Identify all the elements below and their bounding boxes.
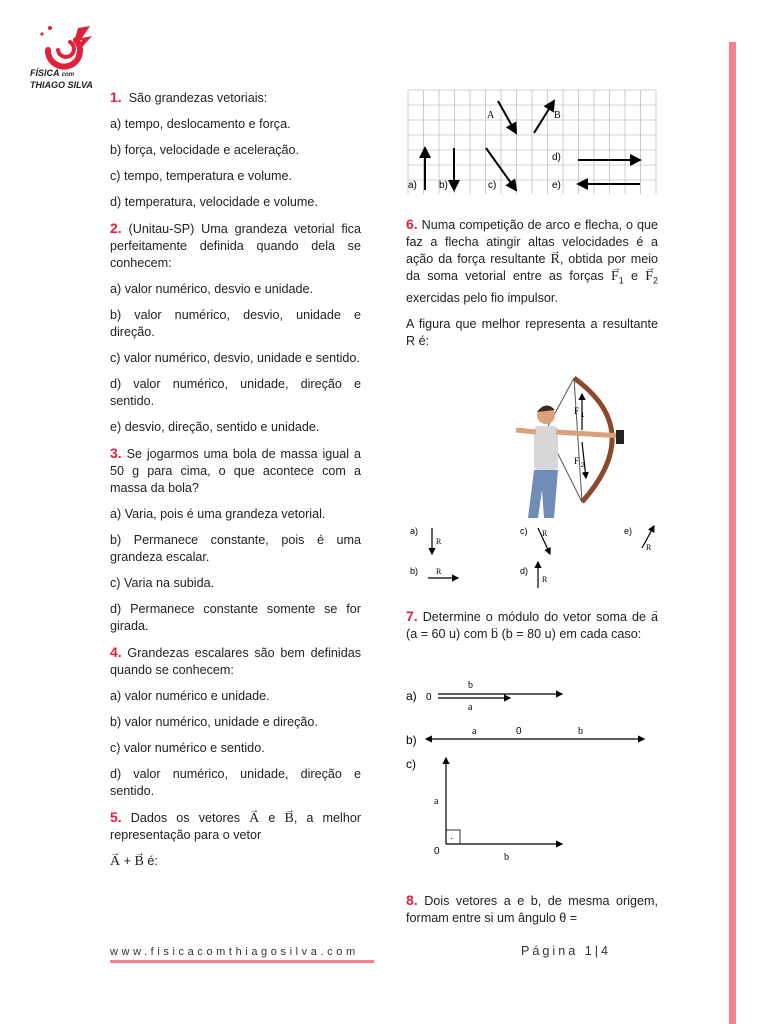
q7-c-origin: 0	[434, 846, 440, 857]
bow-shape	[574, 378, 612, 502]
q2-option: a) valor numérico, desvio e unidade.	[110, 282, 314, 296]
q7-right-angle-dot: ·	[450, 833, 454, 844]
q1-stem: 1. São grandezas vetoriais:	[110, 89, 268, 105]
q7-vectors-figure	[406, 672, 658, 868]
q4-stem: 4. Grandezas escalares são bem definidas quando se conhecem:	[110, 644, 361, 677]
brand-line2: THIAGO SILVA	[30, 80, 93, 90]
page-number: Página 1|4	[521, 944, 611, 958]
q5-vector-grid-figure	[406, 88, 658, 196]
option-d-label: d)	[552, 152, 561, 163]
q7-option-b-label: b)	[406, 733, 417, 747]
q7-stem: 7. Determine o módulo do vetor soma de → a (a = 60 u) com → b (b = 80 u) em cada caso:	[406, 608, 658, 643]
option-e-r: R	[646, 543, 652, 552]
bowstring	[574, 378, 582, 502]
q4-option: c) valor numérico e sentido.	[110, 741, 265, 755]
f2-arrow	[582, 442, 586, 478]
option-a-r: R	[436, 537, 442, 546]
q7-b-origin: 0	[516, 726, 522, 737]
q3-stem: 3. Se jogarmos uma bola de massa igual a 50 g para cima, o que acontece com a massa da bola?	[110, 445, 361, 495]
f1-sub: 1	[581, 413, 585, 419]
q3-option: b) Permanece constante, pois é uma grandeza escalar.	[110, 533, 361, 564]
q2-option: b) valor numérico, desvio, unidade e direção.	[110, 308, 361, 339]
vector-a-label: A	[487, 110, 495, 121]
option-e-label: e)	[624, 526, 633, 536]
option-b-label: b)	[410, 566, 419, 576]
vector-b-arrow	[534, 101, 554, 133]
brand-line1: FÍSICA	[30, 68, 60, 78]
option-a-label: a)	[408, 180, 417, 191]
q2-option: d) valor numérico, unidade, direção e sentido.	[110, 377, 361, 408]
f2-label: F	[574, 456, 580, 466]
vector-b-label: B	[554, 110, 561, 121]
q1-option: c) tempo, temperatura e volume.	[110, 169, 292, 183]
option-c-label: c)	[520, 526, 528, 536]
q6-stem: 6. Numa competição de arco e flecha, o que faz a flecha atingir altas velocidades é a ação da força resultante → R, obtida por meio da soma vetorial entre as forças → $F_1$ $e \to F_2$ exercidas pelo fio impulsor.	[406, 216, 658, 307]
q1-option: b) força, velocidade e aceleração.	[110, 143, 300, 157]
option-d-label: d)	[520, 566, 529, 576]
q8-text	[406, 892, 658, 936]
footer-site: www.fisicacomthiagosilva.com	[110, 946, 359, 958]
q2-stem: 2. (Unitau-SP) Uma grandeza vetorial fica perfeitamente definida quando dela se conhecem:	[110, 220, 361, 270]
option-d-r: R	[542, 575, 548, 584]
q4-option: b) valor numérico, unidade e direção.	[110, 715, 318, 729]
archer-shirt	[534, 426, 558, 470]
option-b-label: b)	[439, 180, 448, 191]
q1-option: a) tempo, deslocamento e força.	[110, 117, 291, 131]
q3-option: c) Varia na subida.	[110, 576, 215, 590]
option-c-label: c)	[488, 180, 497, 191]
option-a-label: a)	[410, 526, 419, 536]
q7-a-label-a: a	[468, 702, 473, 713]
q5-sum: → A + → B é:	[110, 853, 361, 870]
q7-origin-a: 0	[426, 692, 432, 703]
q7-c-label-a: a	[434, 796, 439, 807]
f1-label: F	[574, 406, 580, 416]
q7-text	[406, 608, 658, 652]
q8-stem: 8. Dois vetores a e b, de mesma origem, formam entre si um ângulo θ =	[406, 892, 659, 925]
q4-option: a) valor numérico e unidade.	[110, 689, 270, 703]
q7-option-a-label: a)	[406, 689, 417, 703]
q5-stem: 5. Dados os vetores → A e → B, a melhor representação para o vetor	[110, 809, 361, 844]
q7-a-label-b: b	[468, 680, 473, 691]
f2-sub: 2	[581, 463, 585, 469]
q7-b-label-a: a	[472, 726, 477, 737]
brand-com: com	[61, 72, 75, 78]
q3-option: a) Varia, pois é uma grandeza vetorial.	[110, 507, 326, 521]
q2-option: e) desvio, direção, sentido e unidade.	[110, 420, 320, 434]
archer-pants	[528, 470, 558, 518]
q7-option-c-label: c)	[406, 757, 416, 771]
archer-figure	[406, 370, 658, 600]
footer-underline	[110, 960, 374, 963]
q6-stem-2: A figura que melhor representa a resultante R é:	[406, 316, 658, 348]
q4-option: d) valor numérico, unidade, direção e sentido.	[110, 767, 361, 798]
left-column	[110, 89, 361, 879]
option-c-r: R	[542, 529, 548, 538]
q7-b-label-b: b	[578, 726, 583, 737]
brand-name	[30, 68, 93, 90]
option-b-r: R	[436, 567, 442, 576]
bow-grip	[616, 430, 624, 444]
page-side-bar	[729, 42, 736, 1024]
option-e-label: e)	[552, 180, 561, 191]
q7-c-label-b: b	[504, 852, 509, 863]
q2-option: c) valor numérico, desvio, unidade e sentido.	[110, 351, 360, 365]
q6-text	[406, 216, 658, 359]
q3-option: d) Permanece constante somente se for girada.	[110, 602, 361, 633]
q1-option: d) temperatura, velocidade e volume.	[110, 195, 318, 209]
archer-arm-left	[516, 430, 536, 432]
